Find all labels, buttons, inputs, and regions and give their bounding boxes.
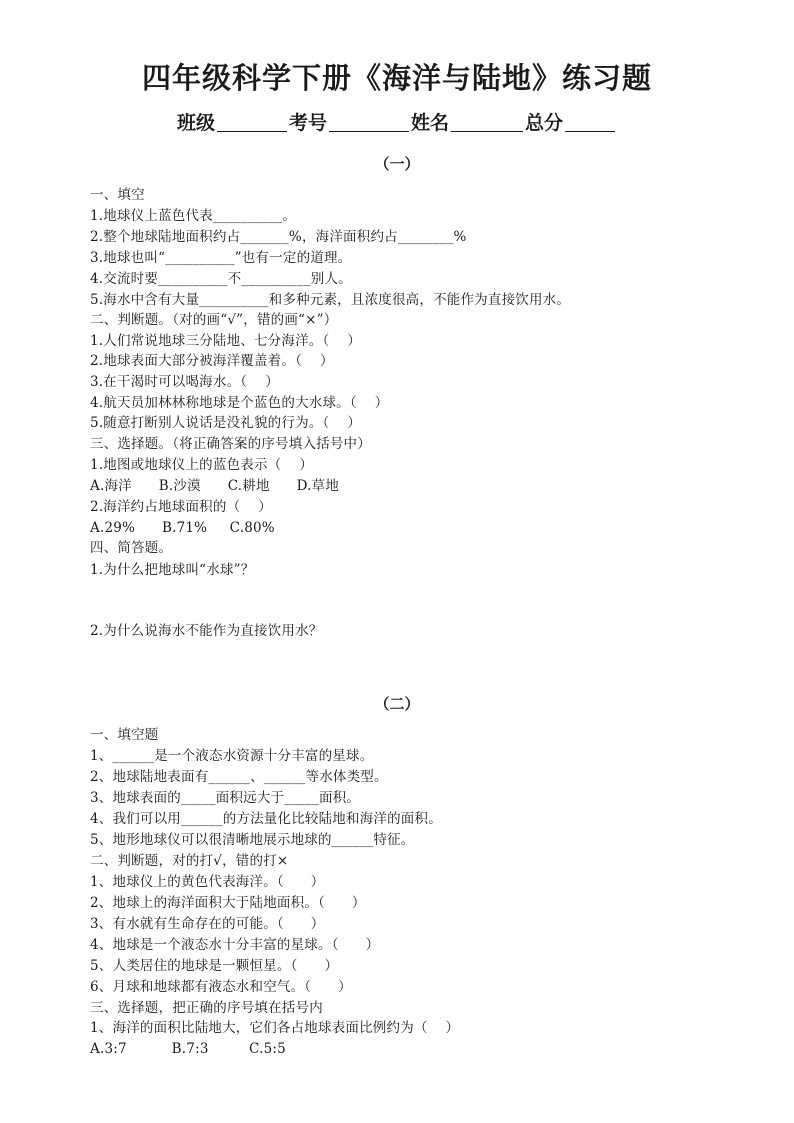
part2-line: 3、有水就有生命存在的可能。（ ） <box>90 916 325 932</box>
part2-line: 三、选择题，把正确的序号填在括号内 <box>90 1000 323 1016</box>
page-title: 四年级科学下册《海洋与陆地》练习题 <box>141 61 652 95</box>
part2-line: 2、地球陆地表面有______、______等水体类型。 <box>90 769 388 785</box>
part2-line: 1、海洋的面积比陆地大，它们各占地球表面比例约为（ ） <box>90 1020 460 1036</box>
part1-line: 2.地球表面大部分被海洋覆盖着。（ ） <box>90 353 334 369</box>
part2-line: 6、月球和地球都有液态水和空气。（ ） <box>90 979 352 995</box>
part2-line: 1、______是一个液态水资源十分丰富的星球。 <box>90 748 374 764</box>
name-blank[interactable] <box>451 111 523 132</box>
part1-line: 一、填空 <box>90 187 145 203</box>
exam-no-label: 考号 <box>288 112 327 134</box>
part1-line: 2.整个地球陆地面积约占_______%，海洋面积约占________% <box>90 229 467 245</box>
part2-line: A.3:7 B.7:3 C.5:5 <box>90 1041 286 1057</box>
part2-line: 4、我们可以用______的方法量化比较陆地和海洋的面积。 <box>90 811 442 827</box>
part1-line: A.海洋 B.沙漠 C.耕地 D.草地 <box>90 478 340 494</box>
student-info-row <box>0 108 794 138</box>
part1-line: 5.海水中含有大量__________和多种元素，且浓度很高，不能作为直接饮用水。 <box>90 292 571 308</box>
part2-line: 1、地球仪上的黄色代表海洋。（ ） <box>90 874 325 890</box>
section-heading-1: （一） <box>374 155 420 173</box>
part2-line: 3、地球表面的_____面积远大于_____面积。 <box>90 790 361 806</box>
part1-line: 3.在干渴时可以喝海水。（ ） <box>90 374 279 390</box>
class-label: 班级 <box>176 112 215 134</box>
exam-no-blank[interactable] <box>329 111 409 132</box>
part1-line: 1.地图或地球仪上的蓝色表示（ ） <box>90 457 314 473</box>
part1-line: 四、简答题。 <box>90 540 173 556</box>
class-blank[interactable] <box>217 111 287 132</box>
part2-line: 2、地球上的海洋面积大于陆地面积。（ ） <box>90 895 366 911</box>
part1-line: 二、判断题。（对的画“√”，错的画“×”） <box>90 312 338 328</box>
part1-line: 1.地球仪上蓝色代表__________。 <box>90 208 297 224</box>
part1-line: A.29% B.71% C.80% <box>90 520 275 536</box>
score-label: 总分 <box>525 112 564 134</box>
name-label: 姓名 <box>411 112 450 134</box>
part2-line: 5、人类居住的地球是一颗恒星。（ ） <box>90 958 339 974</box>
part1-line: 5.随意打断别人说话是没礼貌的行为。（ ） <box>90 415 362 431</box>
part1-line: 4.航天员加林林称地球是个蓝色的大水球。（ ） <box>90 395 389 411</box>
part1-line: 三、选择题。（将正确答案的序号填入括号中） <box>90 436 371 452</box>
part1-line: 2.海洋约占地球面积的（ ） <box>90 499 272 515</box>
section-heading-2: （二） <box>374 695 420 713</box>
part1-line: 1.人们常说地球三分陆地、七分海洋。（ ） <box>90 333 362 349</box>
part2-line: 4、地球是一个液态水十分丰富的星球。（ ） <box>90 937 380 953</box>
part1-line: 1.为什么把地球叫“水球”？ <box>90 562 255 578</box>
part1-line: 3.地球也叫“__________”也有一定的道理。 <box>90 250 352 266</box>
part2-line: 一、填空题 <box>90 727 159 743</box>
part2-line: 二、判断题，对的打√，错的打× <box>90 853 289 869</box>
part2-line: 5、地形地球仪可以很清晰地展示地球的______特征。 <box>90 832 415 848</box>
part1-line: 2.为什么说海水不能作为直接饮用水？ <box>90 623 323 639</box>
score-blank[interactable] <box>565 111 615 132</box>
part1-line: 4.交流时要__________不__________别人。 <box>90 271 352 287</box>
